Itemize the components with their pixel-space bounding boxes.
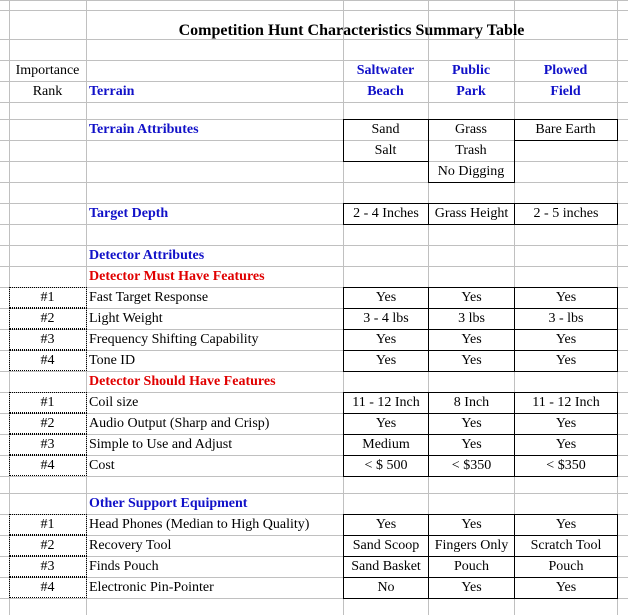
rank-cell[interactable]: #3: [40, 559, 55, 574]
feature-name[interactable]: Finds Pouch: [89, 559, 159, 574]
terrain-attributes-label: Terrain Attributes: [89, 122, 199, 137]
col3-header-line1: Plowed: [543, 63, 588, 78]
col1-header-line2: Beach: [367, 84, 404, 99]
value-cell[interactable]: Sand Basket: [343, 556, 429, 578]
value-cell[interactable]: Yes: [343, 329, 429, 351]
value-cell[interactable]: Yes: [428, 577, 515, 599]
value-cell[interactable]: Yes: [428, 413, 515, 435]
rank-cell[interactable]: #2: [40, 416, 55, 431]
feature-name[interactable]: Recovery Tool: [89, 538, 172, 553]
gridline: [0, 182, 628, 183]
should-have-label: Detector Should Have Features: [89, 374, 276, 389]
col2-header-line1: Public: [451, 63, 491, 78]
value-cell[interactable]: Yes: [514, 577, 618, 599]
gridline: [0, 140, 628, 141]
value-cell[interactable]: Scratch Tool: [514, 535, 618, 557]
feature-name[interactable]: Coil size: [89, 395, 139, 410]
value-cell[interactable]: Yes: [514, 329, 618, 351]
feature-name[interactable]: Head Phones (Median to High Quality): [89, 517, 310, 532]
rank-cell[interactable]: #4: [40, 580, 55, 595]
feature-name[interactable]: Frequency Shifting Capability: [89, 332, 259, 347]
rank-cell[interactable]: #1: [40, 290, 55, 305]
target-depth-col2[interactable]: Grass Height: [428, 203, 515, 225]
value-cell[interactable]: Fingers Only: [428, 535, 515, 557]
terrain-col2-line2[interactable]: Trash: [455, 143, 487, 158]
support-label: Other Support Equipment: [89, 496, 248, 511]
terrain-header: Terrain: [89, 84, 135, 99]
target-depth-label: Target Depth: [89, 206, 169, 221]
rank-cell[interactable]: #4: [40, 458, 55, 473]
value-cell[interactable]: Yes: [428, 514, 515, 536]
value-cell[interactable]: Sand Scoop: [343, 535, 429, 557]
gridline: [0, 161, 628, 162]
value-cell[interactable]: Yes: [514, 514, 618, 536]
rank-header-line2: Rank: [32, 84, 63, 99]
gridline: [0, 10, 628, 11]
value-cell[interactable]: 11 - 12 Inch: [343, 392, 429, 414]
table-title: Competition Hunt Characteristics Summary Table: [178, 22, 525, 39]
value-cell[interactable]: Yes: [343, 350, 429, 372]
value-cell[interactable]: 3 - 4 lbs: [343, 308, 429, 330]
feature-name[interactable]: Simple to Use and Adjust: [89, 437, 233, 452]
terrain-col2-line1[interactable]: Grass: [455, 122, 487, 137]
col3-header-line2: Field: [550, 84, 581, 99]
value-cell[interactable]: Yes: [343, 514, 429, 536]
rank-cell[interactable]: #3: [40, 437, 55, 452]
rank-cell[interactable]: #1: [40, 395, 55, 410]
gridline: [0, 102, 628, 103]
value-cell[interactable]: Yes: [428, 350, 515, 372]
rank-cell[interactable]: #2: [40, 311, 55, 326]
feature-name[interactable]: Fast Target Response: [89, 290, 209, 305]
value-cell[interactable]: Yes: [514, 287, 618, 309]
terrain-col1-line2[interactable]: Salt: [374, 143, 397, 158]
value-cell[interactable]: Yes: [514, 434, 618, 456]
value-cell[interactable]: 11 - 12 Inch: [514, 392, 618, 414]
value-cell[interactable]: < $350: [428, 455, 515, 477]
col1-header-line1: Saltwater: [356, 63, 415, 78]
terrain-col2-line3[interactable]: No Digging: [437, 164, 505, 179]
value-cell[interactable]: Yes: [428, 287, 515, 309]
value-cell[interactable]: Pouch: [514, 556, 618, 578]
value-cell[interactable]: < $350: [514, 455, 618, 477]
feature-name[interactable]: Tone ID: [89, 353, 136, 368]
detector-attributes-label: Detector Attributes: [89, 248, 205, 263]
value-cell[interactable]: Yes: [343, 287, 429, 309]
value-cell[interactable]: Yes: [514, 350, 618, 372]
must-have-label: Detector Must Have Features: [89, 269, 265, 284]
value-cell[interactable]: Yes: [343, 413, 429, 435]
feature-name[interactable]: Electronic Pin-Pointer: [89, 580, 214, 595]
rank-cell[interactable]: #3: [40, 332, 55, 347]
value-cell[interactable]: < $ 500: [343, 455, 429, 477]
rank-cell[interactable]: #1: [40, 517, 55, 532]
feature-name[interactable]: Audio Output (Sharp and Crisp): [89, 416, 270, 431]
value-cell[interactable]: Medium: [343, 434, 429, 456]
target-depth-col3[interactable]: 2 - 5 inches: [514, 203, 618, 225]
value-cell[interactable]: Yes: [514, 413, 618, 435]
rank-cell[interactable]: #2: [40, 538, 55, 553]
rank-cell[interactable]: #4: [40, 353, 55, 368]
terrain-col3-line1[interactable]: Bare Earth: [535, 122, 596, 137]
value-cell[interactable]: 8 Inch: [428, 392, 515, 414]
gridline: [0, 0, 628, 1]
target-depth-col1[interactable]: 2 - 4 Inches: [343, 203, 429, 225]
rank-header-line1: Importance: [15, 63, 80, 78]
value-cell[interactable]: Yes: [428, 434, 515, 456]
feature-name[interactable]: Light Weight: [89, 311, 163, 326]
value-cell[interactable]: 3 - lbs: [514, 308, 618, 330]
value-cell[interactable]: Yes: [428, 329, 515, 351]
value-cell[interactable]: 3 lbs: [428, 308, 515, 330]
terrain-col1-line1[interactable]: Sand: [371, 122, 400, 137]
value-cell[interactable]: Pouch: [428, 556, 515, 578]
value-cell[interactable]: No: [343, 577, 429, 599]
feature-name[interactable]: Cost: [89, 458, 115, 473]
col2-header-line2: Park: [456, 84, 486, 99]
